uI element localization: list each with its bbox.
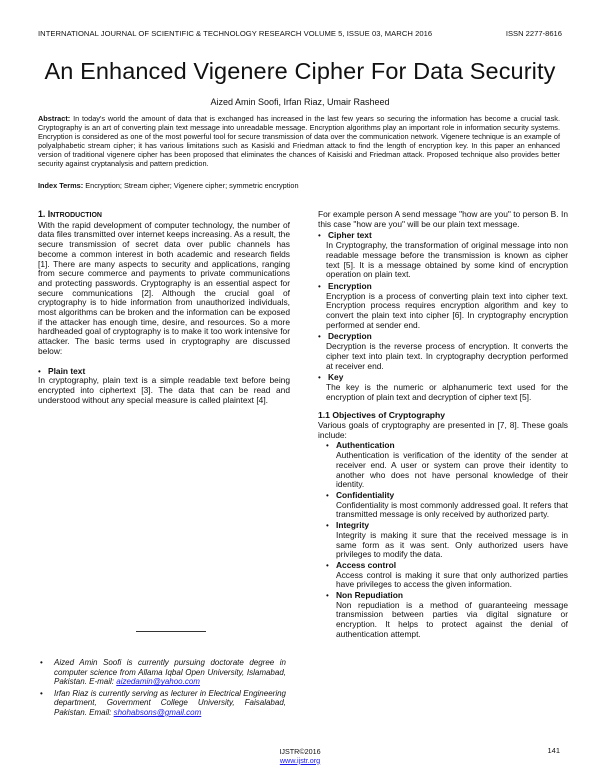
footnote-item bbox=[38, 658, 286, 687]
goal-definition: Authentication is verification of the identity of the sender at receiver end. A user or system can prove their identity to another who does not have personal knowledge of their identity. bbox=[336, 450, 568, 490]
goal-label: Confidentiality bbox=[336, 489, 395, 500]
abstract-text: In today's world the amount of data that is exchanged has increased in the last few years so securing the information has become a crucial task. Cryptography is an art of converting plain text message into unreadable message. Encryption algorithms play an important role in information security systems. Encryption is considered as one of the most powerful tool for secure transmission of data over the communication network. Vigenere technique is an example of polyalphabetic stream cipher; it has various limitations such as Kasiski and Friedman attack to find the length of encryption key. In this paper an enhanced version of traditional vigenere cipher has been proposed that eliminates the chances of Kaisiski and Friedman attack. Proposed technique also provides better security against cryptanalysis and pattern prediction. bbox=[38, 114, 560, 168]
plain-text-definition: In cryptography, plain text is a simple readable text before being encrypted into ciphertext [3]. The data that can be read and understood without any special measure is called plaintext [4]. bbox=[38, 375, 290, 405]
footnote-text: Aized Amin Soofi is currently pursuing doctorate degree in computer science from Allama Iqbal Open University, Islamabad, Pakistan. E-mail: bbox=[54, 658, 286, 687]
footnote-item bbox=[38, 689, 286, 718]
bullet-icon: • bbox=[318, 231, 321, 241]
bullet-icon: • bbox=[318, 281, 321, 291]
intro-number: 1. bbox=[38, 209, 46, 219]
plain-text-term: Plain text bbox=[48, 365, 86, 376]
bullet-icon: • bbox=[40, 688, 43, 698]
footnote-text: Irfan Riaz is currently serving as lecturer in Electrical Engineering department, Government College University, Faisalabad, Pakistan. Email: bbox=[54, 688, 286, 717]
bullet-icon: • bbox=[318, 332, 321, 342]
goal-definition: Non repudiation is a method of guaranteeing message transmission between parties via digital signature or encryption. It helps to protect against the denial of authentication attempt. bbox=[336, 599, 568, 639]
term-label: Cipher text bbox=[328, 230, 372, 241]
goal-label: Authentication bbox=[336, 440, 395, 451]
term-label: Encryption bbox=[328, 280, 372, 291]
paper-title: An Enhanced Vigenere Cipher For Data Security bbox=[44, 58, 556, 84]
page-number: 141 bbox=[547, 746, 560, 755]
bullet-icon: • bbox=[326, 490, 329, 500]
example-paragraph: For example person A send message "how are you" to person B. In this case "how are you" will be our plain text message. bbox=[318, 209, 568, 229]
intro-head-rest: NTRODUCTION bbox=[50, 212, 102, 219]
goal-label: Integrity bbox=[336, 520, 370, 531]
term-definition: Encryption is a process of converting plain text into cipher text. Encryption process requires encryption algorithm and key to convert the plain text into cipher [6]. In cryptography encryption performed at sender end. bbox=[326, 290, 568, 330]
goal-definition: Integrity is making it sure that the received message is in same form as it was sent. Only authorized users have privileges to modify the data. bbox=[336, 529, 568, 560]
objectives-heading: 1.1 Objectives of Cryptography bbox=[318, 410, 446, 421]
term-definition: Decryption is the reverse process of encryption. It converts the cipher text into plain text. In cryptography decryption performed at receiver end. bbox=[326, 341, 568, 371]
index-terms bbox=[38, 181, 560, 190]
term-definition: The key is the numeric or alphanumeric text used for the encryption of plain text and decryption of cipher text [5]. bbox=[326, 381, 568, 402]
left-column bbox=[38, 210, 290, 405]
right-column bbox=[318, 210, 568, 640]
bullet-icon: • bbox=[326, 591, 329, 601]
goal-label: Non Repudiation bbox=[336, 590, 403, 601]
abstract bbox=[38, 115, 560, 168]
bullet-icon: • bbox=[40, 658, 43, 667]
term-label: Key bbox=[328, 372, 344, 383]
index-terms-label: Index Terms: bbox=[38, 181, 84, 190]
journal-header: INTERNATIONAL JOURNAL OF SCIENTIFIC & TECHNOLOGY RESEARCH VOLUME 5, ISSUE 03, MARCH 2016 bbox=[38, 29, 433, 38]
bullet-icon: • bbox=[38, 366, 41, 376]
footnote-rule bbox=[136, 631, 206, 632]
bullet-icon: • bbox=[326, 560, 329, 570]
footer-url-link[interactable]: www.ijstr.org bbox=[279, 755, 321, 765]
goal-label: Access control bbox=[336, 559, 397, 570]
footer-code: IJSTR©2016 bbox=[279, 747, 321, 756]
bullet-icon: • bbox=[326, 441, 329, 451]
bullet-icon: • bbox=[318, 373, 321, 383]
email-link[interactable]: aizedamin@yahoo.com bbox=[116, 677, 200, 687]
goal-definition: Access control is making it sure that only authorized parties have privileges to access the given information. bbox=[336, 569, 568, 590]
page-footer bbox=[0, 748, 600, 765]
intro-paragraph: With the rapid development of computer technology, the number of data files transmitted over internet keeps increasing. As a result, the secure transmission of secret data over public channels has become a common interest in both academic and research fields [1]. There are many aspects to security and applications, ranging from secure commerce and payments to private communications and protecting passwords. Cryptography is an essential aspect for secure communications [2]. Although the crucial goal of cryptography is to hide information from unauthorized individuals, most algorithms can be broken and the information can be exposed if the attacker has enough time, desire, and resources. So a more hardheaded goal of cryptography is to make it too work intensive for attacker. The basic terms used in cryptography are discussed below: bbox=[38, 219, 290, 356]
goal-definition: Confidentiality is most commonly addressed goal. It refers that transmitted message is only received by authorized party. bbox=[336, 499, 568, 520]
index-terms-text: Encryption; Stream cipher; Vigenere cipher; symmetric encryption bbox=[83, 181, 299, 190]
issn-header: ISSN 2277-8616 bbox=[505, 29, 562, 38]
abstract-label: Abstract: bbox=[38, 114, 71, 123]
footnotes bbox=[38, 658, 286, 720]
intro-head-first: I bbox=[47, 209, 51, 219]
authors: Aized Amin Soofi, Irfan Riaz, Umair Rasheed bbox=[210, 97, 390, 107]
term-definition: In Cryptography, the transformation of original message into non readable message before the transmission is known as cipher text [5]. It is a message obtained by some kind of encryption operation on plain text. bbox=[326, 240, 568, 280]
bullet-icon: • bbox=[326, 521, 329, 531]
term-label: Decryption bbox=[328, 331, 372, 342]
email-link[interactable]: shohabsons@gmail.com bbox=[113, 707, 202, 717]
objectives-intro: Various goals of cryptography are presented in [7, 8]. These goals include: bbox=[318, 420, 568, 440]
